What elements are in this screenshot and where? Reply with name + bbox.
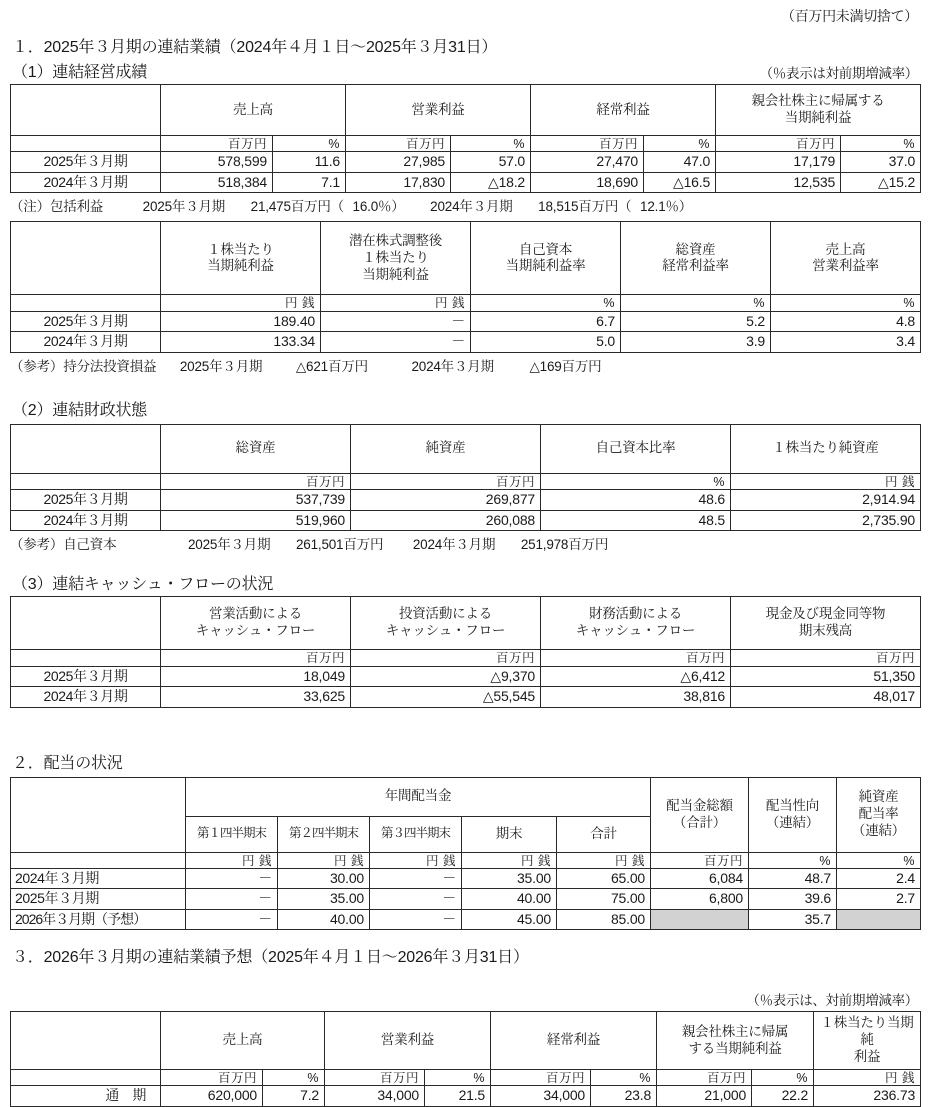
cell-investing-cf-2025: △9,370 bbox=[351, 666, 541, 687]
col-header-payout-ratio-l1: 配当性向 bbox=[765, 797, 820, 813]
col-header-total-assets: 総資産 bbox=[161, 424, 351, 473]
unit-op-million-yen: 百万円 bbox=[325, 1070, 425, 1086]
unit-ord-pct: % bbox=[644, 136, 716, 152]
cell-net-2024: 12,535 bbox=[716, 172, 841, 193]
col-header-blank bbox=[11, 1012, 161, 1070]
unit-op-pct: % bbox=[451, 136, 531, 152]
table-row bbox=[11, 1086, 921, 1107]
section3-note: （％表示は、対前期増減率） bbox=[746, 993, 918, 1009]
col-header-operating-cf-l2: キャッシュ・フロー bbox=[195, 623, 316, 639]
cell-doe-2024: 2.4 bbox=[837, 868, 921, 889]
col-header-diluted-eps-l1: 潜在株式調整後 bbox=[348, 233, 443, 249]
cell-cash-equivalents-2025: 51,350 bbox=[731, 666, 921, 687]
table-row bbox=[11, 666, 921, 687]
unit-blank bbox=[11, 1070, 161, 1086]
unit-ord-pct: % bbox=[591, 1070, 657, 1086]
col-header-roa-l1: 総資産 bbox=[675, 241, 716, 257]
col-header-equity-ratio: 自己資本比率 bbox=[541, 424, 731, 473]
cell-total-assets-2024: 519,960 bbox=[161, 510, 351, 531]
unit-net-million-yen: 百万円 bbox=[657, 1070, 752, 1086]
unit-financing-cf: 百万円 bbox=[541, 650, 731, 666]
table-header-row bbox=[11, 597, 921, 650]
col-header-payout-ratio-l2: （連結） bbox=[765, 814, 820, 830]
unit-row bbox=[11, 136, 921, 152]
cell-op-pct-forecast: 21.5 bbox=[425, 1086, 491, 1107]
col-header-net-assets: 純資産 bbox=[351, 424, 541, 473]
unit-op-million-yen: 百万円 bbox=[346, 136, 451, 152]
unit-q1: 円 銭 bbox=[186, 852, 278, 868]
col-header-ordinary-income: 経常利益 bbox=[531, 85, 716, 136]
cell-ord-pct-2025: 47.0 bbox=[644, 152, 716, 173]
row-label-full-year: 通 期 bbox=[11, 1086, 161, 1107]
col-header-roe bbox=[471, 222, 621, 295]
section2-title: ２．配当の状況 bbox=[12, 754, 123, 772]
col-header-investing-cf-l2: キャッシュ・フロー bbox=[385, 623, 506, 639]
cell-sales-forecast: 620,000 bbox=[161, 1086, 263, 1107]
unit-roe: % bbox=[471, 295, 621, 311]
rounding-note: （百万円未満切捨て） bbox=[781, 8, 918, 24]
unit-sales-pct: % bbox=[263, 1070, 325, 1086]
cell-q3-2025: － bbox=[370, 889, 462, 910]
cell-year-end-2024: 35.00 bbox=[462, 868, 557, 889]
cell-net-forecast: 21,000 bbox=[657, 1086, 752, 1107]
table-row bbox=[11, 868, 921, 889]
cell-operating-cf-2024: 33,625 bbox=[161, 687, 351, 708]
col-header-total: 合計 bbox=[557, 816, 651, 852]
cell-net-assets-2024: 260,088 bbox=[351, 510, 541, 531]
cell-op-margin-2025: 4.8 bbox=[771, 311, 921, 332]
col-header-financing-cf-l1: 財務活動による bbox=[588, 606, 683, 622]
table-row bbox=[11, 311, 921, 332]
comprehensive-income-note bbox=[0, 195, 930, 215]
col-header-operating-cf-l1: 営業活動による bbox=[208, 606, 303, 622]
unit-payout-ratio: % bbox=[749, 852, 837, 868]
equity-method-p2-period: 2024年３月期 bbox=[411, 358, 494, 374]
col-header-year-end: 期末 bbox=[462, 816, 557, 852]
cell-net-2025: 17,179 bbox=[716, 152, 841, 173]
cell-roe-2024: 5.0 bbox=[471, 332, 621, 353]
cell-diluted-eps-2024: － bbox=[321, 332, 471, 353]
cell-ord-forecast: 34,000 bbox=[491, 1086, 591, 1107]
col-header-operating-income: 営業利益 bbox=[325, 1012, 491, 1070]
unit-equity-ratio: % bbox=[541, 473, 731, 489]
unit-sales-pct: % bbox=[273, 136, 346, 152]
cell-op-pct-2025: 57.0 bbox=[451, 152, 531, 173]
equity-method-note bbox=[0, 355, 930, 375]
cell-ord-pct-2024: △16.5 bbox=[644, 172, 716, 193]
unit-blank bbox=[11, 852, 186, 868]
unit-q3: 円 銭 bbox=[370, 852, 462, 868]
col-header-roe-l2: 当期純利益率 bbox=[505, 258, 586, 274]
unit-diluted-eps: 円 銭 bbox=[321, 295, 471, 311]
cell-q2-2026: 40.00 bbox=[278, 909, 370, 930]
unit-ord-million-yen: 百万円 bbox=[531, 136, 644, 152]
col-header-financing-cf-l2: キャッシュ・フロー bbox=[575, 623, 696, 639]
row-label-fy2024: 2024年３月期 bbox=[11, 510, 161, 531]
cell-q2-2025: 35.00 bbox=[278, 889, 370, 910]
col-header-roe-l1: 自己資本 bbox=[518, 241, 573, 257]
col-header-ordinary-income: 経常利益 bbox=[491, 1012, 657, 1070]
cell-roa-2025: 5.2 bbox=[621, 311, 771, 332]
col-header-diluted-eps-l3: 当期純利益 bbox=[362, 266, 429, 282]
table-row bbox=[11, 687, 921, 708]
col-header-cash-equivalents-l1: 現金及び現金同等物 bbox=[765, 606, 886, 622]
col-header-net-sales: 売上高 bbox=[161, 1012, 325, 1070]
shareholders-equity-p2-value: 251,978百万円 bbox=[520, 537, 609, 553]
unit-net-pct: % bbox=[841, 136, 921, 152]
cell-op-forecast: 34,000 bbox=[325, 1086, 425, 1107]
col-header-total-dividends-l1: 配当金総額 bbox=[666, 797, 733, 813]
unit-net-assets: 百万円 bbox=[351, 473, 541, 489]
comprehensive-p2-pct: 12.1％） bbox=[640, 199, 693, 215]
table-row bbox=[11, 510, 921, 531]
per-share-ratio-table bbox=[10, 221, 921, 352]
comprehensive-p2-period: 2024年３月期 bbox=[430, 199, 513, 215]
table-row bbox=[11, 889, 921, 910]
col-header-total-dividends-l2: （合計） bbox=[672, 814, 727, 830]
unit-roa: % bbox=[621, 295, 771, 311]
cell-sales-pct-2024: 7.1 bbox=[273, 172, 346, 193]
row-label-fy2025: 2025年３月期 bbox=[11, 490, 161, 511]
cell-equity-ratio-2024: 48.5 bbox=[541, 510, 731, 531]
section1-sub2-title: （2）連結財政状態 bbox=[12, 401, 148, 419]
col-header-financing-cf bbox=[541, 597, 731, 650]
col-header-investing-cf-l1: 投資活動による bbox=[398, 606, 493, 622]
col-header-payout-ratio bbox=[749, 777, 837, 852]
col-header-operating-income: 営業利益 bbox=[346, 85, 531, 136]
unit-blank bbox=[11, 295, 161, 311]
unit-bps: 円 銭 bbox=[731, 473, 921, 489]
section1-title: １．2025年３月期の連結業績（2024年４月１日～2025年３月31日） bbox=[12, 39, 498, 56]
consolidated-performance-table bbox=[10, 84, 921, 193]
cell-eps-2024: 133.34 bbox=[161, 332, 321, 353]
unit-investing-cf: 百万円 bbox=[351, 650, 541, 666]
cell-q2-2024: 30.00 bbox=[278, 868, 370, 889]
col-header-op-margin-l1: 売上高 bbox=[825, 241, 866, 257]
cell-q1-2025: － bbox=[186, 889, 278, 910]
cell-bps-2024: 2,735.90 bbox=[731, 510, 921, 531]
col-header-net-income-parent bbox=[716, 85, 921, 136]
cell-total-dividends-2026 bbox=[651, 909, 749, 930]
unit-blank bbox=[11, 136, 161, 152]
cell-year-end-2026: 45.00 bbox=[462, 909, 557, 930]
col-header-eps-l1: １株当たり当期純 bbox=[820, 1015, 914, 1048]
comprehensive-p1-value: 21,475百万円（ bbox=[250, 199, 344, 215]
cell-sales-pct-2025: 11.6 bbox=[273, 152, 346, 173]
row-label-fy2024: 2024年３月期 bbox=[11, 332, 161, 353]
cell-financing-cf-2024: 38,816 bbox=[541, 687, 731, 708]
col-header-bps: １株当たり純資産 bbox=[731, 424, 921, 473]
unit-row bbox=[11, 295, 921, 311]
unit-row bbox=[11, 852, 921, 868]
col-header-blank bbox=[11, 597, 161, 650]
row-label-fy2025: 2025年３月期 bbox=[11, 311, 161, 332]
dividends-table bbox=[10, 777, 921, 931]
cell-op-2024: 17,830 bbox=[346, 172, 451, 193]
cell-net-pct-2025: 37.0 bbox=[841, 152, 921, 173]
unit-doe: % bbox=[837, 852, 921, 868]
shareholders-equity-p1-value: 261,501百万円 bbox=[295, 537, 384, 553]
col-header-blank bbox=[11, 222, 161, 295]
col-header-operating-cf bbox=[161, 597, 351, 650]
row-label-fy2025: 2025年３月期 bbox=[11, 152, 161, 173]
col-header-blank bbox=[11, 777, 186, 852]
cell-payout-ratio-2024: 48.7 bbox=[749, 868, 837, 889]
shareholders-equity-note bbox=[0, 533, 930, 553]
row-label-fy2024: 2024年３月期 bbox=[11, 868, 186, 889]
equity-method-p1-period: 2025年３月期 bbox=[179, 358, 263, 374]
financial-position-table bbox=[10, 424, 921, 531]
comprehensive-p1-pct: 16.0％） bbox=[352, 199, 405, 215]
earnings-forecast-table bbox=[10, 1011, 921, 1107]
cell-doe-2026 bbox=[837, 909, 921, 930]
cell-roa-2024: 3.9 bbox=[621, 332, 771, 353]
unit-year-end: 円 銭 bbox=[462, 852, 557, 868]
cell-total-dividends-2025: 6,800 bbox=[651, 889, 749, 910]
table-header-row-1 bbox=[11, 777, 921, 816]
unit-eps: 円 銭 bbox=[161, 295, 321, 311]
cell-sales-2025: 578,599 bbox=[161, 152, 273, 173]
comprehensive-income-label: （注）包括利益 bbox=[10, 199, 104, 215]
cell-year-end-2025: 40.00 bbox=[462, 889, 557, 910]
unit-blank bbox=[11, 473, 161, 489]
col-header-roa bbox=[621, 222, 771, 295]
cell-investing-cf-2024: △55,545 bbox=[351, 687, 541, 708]
table-row bbox=[11, 172, 921, 193]
cell-op-2025: 27,985 bbox=[346, 152, 451, 173]
cell-net-pct-2024: △15.2 bbox=[841, 172, 921, 193]
shareholders-equity-label: （参考）自己資本 bbox=[10, 537, 117, 553]
col-header-annual-dividends: 年間配当金 bbox=[186, 777, 651, 816]
row-label-fy2025: 2025年３月期 bbox=[11, 666, 161, 687]
unit-row bbox=[11, 473, 921, 489]
col-header-dividend-on-equity-l1: 純資産 bbox=[858, 789, 899, 805]
section1-sub3-title: （3）連結キャッシュ・フローの状況 bbox=[12, 576, 274, 594]
col-header-dividend-on-equity bbox=[837, 777, 921, 852]
cell-financing-cf-2025: △6,412 bbox=[541, 666, 731, 687]
section3-title: ３．2026年３月期の連結業績予想（2025年４月１日～2026年３月31日） bbox=[12, 949, 529, 967]
col-header-op-margin-l2: 営業利益率 bbox=[812, 258, 879, 274]
col-header-cash-equivalents-l2: 期末残高 bbox=[798, 623, 853, 639]
section1-sub1-title: （1）連結経営成績 bbox=[12, 64, 148, 81]
unit-op-pct: % bbox=[425, 1070, 491, 1086]
table-row bbox=[11, 909, 921, 930]
unit-total-dividends: 百万円 bbox=[651, 852, 749, 868]
col-header-eps-l1: １株当たり bbox=[207, 241, 274, 257]
cell-ord-pct-forecast: 23.8 bbox=[591, 1086, 657, 1107]
unit-ord-million-yen: 百万円 bbox=[491, 1070, 591, 1086]
col-header-diluted-eps-l2: １株当たり bbox=[362, 249, 429, 265]
cell-bps-2025: 2,914.94 bbox=[731, 490, 921, 511]
cell-payout-ratio-2025: 39.6 bbox=[749, 889, 837, 910]
col-header-eps bbox=[161, 222, 321, 295]
cell-sales-2024: 518,384 bbox=[161, 172, 273, 193]
unit-eps: 円 銭 bbox=[814, 1070, 921, 1086]
col-header-net-income-parent-l2: する当期純利益 bbox=[688, 1040, 782, 1056]
table-row bbox=[11, 152, 921, 173]
table-row bbox=[11, 490, 921, 511]
cell-net-pct-forecast: 22.2 bbox=[752, 1086, 814, 1107]
col-header-eps bbox=[814, 1012, 921, 1070]
shareholders-equity-p2-period: 2024年３月期 bbox=[412, 537, 496, 553]
unit-total-assets: 百万円 bbox=[161, 473, 351, 489]
col-header-q1-end: 第１四半期末 bbox=[186, 816, 278, 852]
unit-row bbox=[11, 1070, 921, 1086]
cell-diluted-eps-2025: － bbox=[321, 311, 471, 332]
table-header-row bbox=[11, 222, 921, 295]
cell-total-2025: 75.00 bbox=[557, 889, 651, 910]
col-header-cash-equivalents bbox=[731, 597, 921, 650]
cell-doe-2025: 2.7 bbox=[837, 889, 921, 910]
table-header-row bbox=[11, 1012, 921, 1070]
unit-cash-equivalents: 百万円 bbox=[731, 650, 921, 666]
col-header-net-income-parent bbox=[657, 1012, 814, 1070]
cell-total-2024: 65.00 bbox=[557, 868, 651, 889]
col-header-q2-end: 第２四半期末 bbox=[278, 816, 370, 852]
cell-q1-2026: － bbox=[186, 909, 278, 930]
cell-q1-2024: － bbox=[186, 868, 278, 889]
cell-operating-cf-2025: 18,049 bbox=[161, 666, 351, 687]
row-label-fy2025: 2025年３月期 bbox=[11, 889, 186, 910]
table-header-row bbox=[11, 424, 921, 473]
cell-roe-2025: 6.7 bbox=[471, 311, 621, 332]
cell-op-pct-2024: △18.2 bbox=[451, 172, 531, 193]
col-header-blank bbox=[11, 85, 161, 136]
col-header-net-income-parent-l1: 親会社株主に帰属 bbox=[681, 1023, 789, 1039]
cash-flow-table bbox=[10, 596, 921, 707]
cell-net-assets-2025: 269,877 bbox=[351, 490, 541, 511]
cell-eps-forecast: 236.73 bbox=[814, 1086, 921, 1107]
cell-ord-2024: 18,690 bbox=[531, 172, 644, 193]
shareholders-equity-p1-period: 2025年３月期 bbox=[187, 537, 271, 553]
unit-op-margin: % bbox=[771, 295, 921, 311]
comprehensive-p2-value: 18,515百万円（ bbox=[538, 199, 632, 215]
unit-net-pct: % bbox=[752, 1070, 814, 1086]
col-header-dividend-on-equity-l2: 配当率 bbox=[858, 806, 899, 822]
row-label-fy2024: 2024年３月期 bbox=[11, 172, 161, 193]
col-header-diluted-eps bbox=[321, 222, 471, 295]
unit-sales-million-yen: 百万円 bbox=[161, 1070, 263, 1086]
col-header-net-sales: 売上高 bbox=[161, 85, 346, 136]
col-header-total-dividends bbox=[651, 777, 749, 852]
col-header-dividend-on-equity-l3: （連結） bbox=[851, 822, 906, 838]
comprehensive-p1-period: 2025年３月期 bbox=[142, 199, 226, 215]
unit-sales-million-yen: 百万円 bbox=[161, 136, 273, 152]
cell-q3-2024: － bbox=[370, 868, 462, 889]
unit-row bbox=[11, 650, 921, 666]
cell-ord-2025: 27,470 bbox=[531, 152, 644, 173]
row-label-fy2024: 2024年３月期 bbox=[11, 687, 161, 708]
cell-sales-pct-forecast: 7.2 bbox=[263, 1086, 325, 1107]
unit-q2: 円 銭 bbox=[278, 852, 370, 868]
cell-op-margin-2024: 3.4 bbox=[771, 332, 921, 353]
cell-total-2026: 85.00 bbox=[557, 909, 651, 930]
unit-operating-cf: 百万円 bbox=[161, 650, 351, 666]
cell-total-dividends-2024: 6,084 bbox=[651, 868, 749, 889]
cell-equity-ratio-2025: 48.6 bbox=[541, 490, 731, 511]
unit-net-million-yen: 百万円 bbox=[716, 136, 841, 152]
section1-sub1-note: （％表示は対前期増減率） bbox=[759, 66, 918, 81]
col-header-investing-cf bbox=[351, 597, 541, 650]
col-header-blank bbox=[11, 424, 161, 473]
col-header-op-margin bbox=[771, 222, 921, 295]
equity-method-label: （参考）持分法投資損益 bbox=[10, 358, 157, 374]
unit-blank bbox=[11, 650, 161, 666]
row-label-fy2026-forecast: 2026年３月期（予想） bbox=[11, 909, 186, 930]
col-header-net-income-parent-l2: 当期純利益 bbox=[784, 110, 852, 125]
col-header-net-income-parent-l1: 親会社株主に帰属する bbox=[751, 93, 885, 109]
unit-total: 円 銭 bbox=[557, 852, 651, 868]
col-header-eps-l2: 利益 bbox=[853, 1049, 881, 1065]
col-header-roa-l2: 経常利益率 bbox=[662, 258, 729, 274]
cell-eps-2025: 189.40 bbox=[161, 311, 321, 332]
table-row bbox=[11, 332, 921, 353]
cell-cash-equivalents-2024: 48,017 bbox=[731, 687, 921, 708]
equity-method-p2-value: △169百万円 bbox=[529, 358, 602, 374]
cell-total-assets-2025: 537,739 bbox=[161, 490, 351, 511]
col-header-q3-end: 第３四半期末 bbox=[370, 816, 462, 852]
col-header-eps-l2: 当期純利益 bbox=[207, 258, 274, 274]
equity-method-p1-value: △621百万円 bbox=[295, 358, 368, 374]
cell-q3-2026: － bbox=[370, 909, 462, 930]
section1-sub1-header bbox=[0, 59, 930, 82]
cell-payout-ratio-2026: 35.7 bbox=[749, 909, 837, 930]
